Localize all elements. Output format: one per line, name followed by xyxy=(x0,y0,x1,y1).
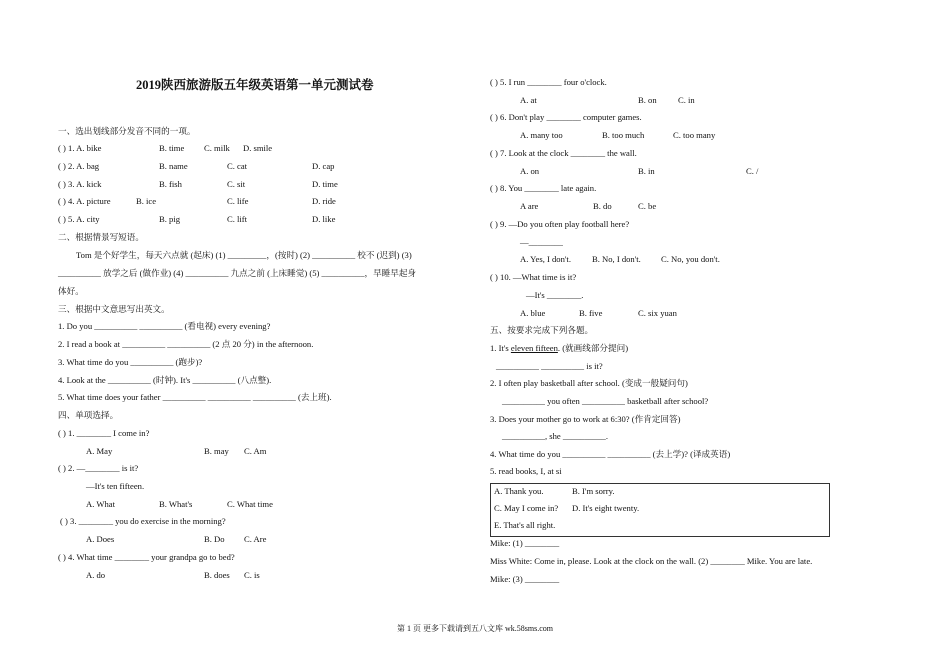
question: ( ) 2. —________ is it? xyxy=(58,463,139,473)
question-sub: —________ xyxy=(520,237,563,247)
task: 1. It's eleven fifteen. (就画线部分提问) xyxy=(490,343,629,353)
list-item: ( ) 5. A. city B. pig C. lift D. like xyxy=(58,214,336,224)
list-item: ( ) 1. A. bike B. time C. milk D. smile xyxy=(58,143,273,153)
list-item: 4. Look at the __________ (时钟). It's __________ (八点整). xyxy=(58,375,272,385)
question: ( ) 3. ________ you do exercise in the morning? xyxy=(60,516,226,526)
dialog-line: Mike: (1) ________ xyxy=(490,538,560,548)
question-sub: —It's ten fifteen. xyxy=(86,481,145,491)
dialog-line: Miss White: Come in, please. Look at the clock on the wall. (2) ________ Mike. You are late. xyxy=(490,556,813,566)
passage-line: 体好。 xyxy=(58,286,84,296)
answer-line: __________ __________ is it? xyxy=(496,361,603,371)
question: ( ) 5. I run ________ four o'clock. xyxy=(490,77,607,87)
question: ( ) 6. Don't play ________ computer games. xyxy=(490,112,642,122)
passage-line: __________ 放学之后 (做作业) (4) __________ 九点之前 (上床睡觉) (5) __________，早睡早起身 xyxy=(58,268,417,278)
question-sub: —It's ________. xyxy=(526,290,584,300)
answer-line: __________ you often __________ basketball after school? xyxy=(502,396,709,406)
options: A. What B. What's C. What time xyxy=(86,499,273,509)
list-item: 5. What time does your father __________ __________ __________ (去上班). xyxy=(58,392,332,402)
question: ( ) 7. Look at the clock ________ the wall. xyxy=(490,148,637,158)
page-footer: 第 1 页 更多下载请到五八文库 wk.58sms.com xyxy=(397,624,553,633)
list-item: ( ) 2. A. bag B. name C. cat D. cap xyxy=(58,161,335,171)
dialog-line: Mike: (3) ________ xyxy=(490,574,560,584)
question: ( ) 8. You ________ late again. xyxy=(490,183,597,193)
options: A. do B. does C. is xyxy=(86,570,260,580)
section-5-heading: 五、按要求完成下列各题。 xyxy=(490,325,594,335)
options: A. blue B. five C. six yuan xyxy=(520,308,677,318)
task: 2. I often play basketball after school. (变成一般疑问句) xyxy=(490,378,688,388)
section-4-heading: 四、单项选择。 xyxy=(58,410,119,420)
page-title: 2019陕西旅游版五年级英语第一单元测试卷 xyxy=(136,78,374,92)
section-2-heading: 二、根据情景写短语。 xyxy=(58,232,144,242)
task: 5. read books, I, at si xyxy=(490,466,562,476)
passage-line: Tom 是个好学生，每天六点就 (起床) (1) _________，(按时) (2) __________ 校不 (迟到) (3) xyxy=(76,250,412,260)
options: A. many too B. too much C. too many xyxy=(520,130,716,140)
task: 4. What time do you __________ __________ (去上学)? (译成英语) xyxy=(490,449,731,459)
section-1-heading: 一、选出划线部分发音不同的一项。 xyxy=(58,126,196,136)
answer-line: __________, she __________. xyxy=(502,431,608,441)
question: ( ) 1. ________ I come in? xyxy=(58,428,150,438)
options: A. at B. on C. in xyxy=(520,95,695,105)
task: 3. Does your mother go to work at 6:30? (作肯定回答) xyxy=(490,414,681,424)
list-item: ( ) 4. A. picture B. ice C. life D. ride xyxy=(58,196,336,206)
options: A. Does B. Do C. Are xyxy=(86,534,267,544)
list-item: 2. I read a book at __________ __________ (2 点 20 分) in the afternoon. xyxy=(58,339,314,349)
question: ( ) 4. What time ________ your grandpa go to bed? xyxy=(58,552,235,562)
options: A. Yes, I don't. B. No, I don't. C. No, you don't. xyxy=(520,254,720,264)
options: A. May B. may C. Am xyxy=(86,446,267,456)
question: ( ) 9. —Do you often play football here? xyxy=(490,219,630,229)
list-item: 1. Do you __________ __________ (看电视) every evening? xyxy=(58,321,271,331)
list-item: 3. What time do you __________ (跑步)? xyxy=(58,357,203,367)
section-3-heading: 三、根据中文意思写出英文。 xyxy=(58,304,170,314)
options: A. on B. in C. / xyxy=(520,166,759,176)
list-item: ( ) 3. A. kick B. fish C. sit D. time xyxy=(58,179,338,189)
options: A are B. do C. be xyxy=(520,201,657,211)
options-box: A. Thank you. B. I'm sorry. C. May I come in? D. It's eight twenty. E. That's all right. xyxy=(490,483,830,537)
question: ( ) 10. —What time is it? xyxy=(490,272,577,282)
underlined-phrase: eleven fifteen xyxy=(510,343,558,353)
